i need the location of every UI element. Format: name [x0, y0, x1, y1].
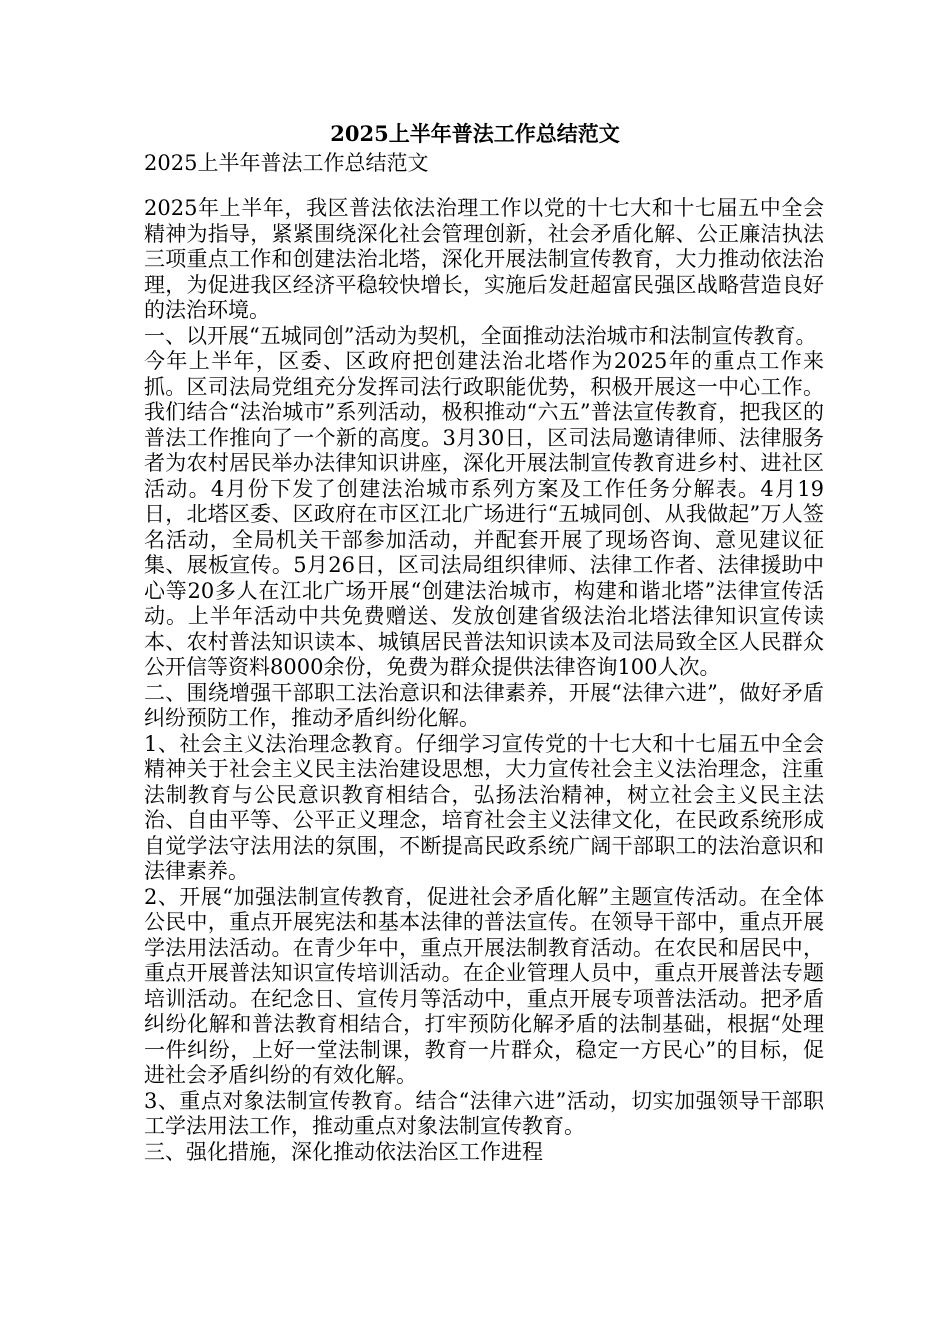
- document-subtitle: 2025上半年普法工作总结范文: [144, 151, 429, 175]
- section-heading-3: 三、强化措施，深化推动依法治区工作进程: [144, 1139, 543, 1164]
- section-heading-1: 一、以开展“五城同创”活动为契机，全面推动法治城市和法制宣传教育。: [144, 323, 817, 348]
- document-title: 2025上半年普法工作总结范文: [330, 121, 620, 146]
- intro-paragraph: 2025年上半年，我区普法依法治理工作以党的十七大和十七届五中全会精神为指导，紧紧围绕深化社会管理创新，社会矛盾化解、公正廉洁执法三项重点工作和创建法治北塔，深化开展法制宣传教育，大力推动依法治理，为促进我区经济平稳较快增长，实施后发赶超富民强区战略营造良好的法治环境。: [144, 196, 824, 322]
- section-1-paragraph: 今年上半年，区委、区政府把创建法治北塔作为2025年的重点工作来抓。区司法局党组充分发挥司法行政职能优势，积极开展这一中心工作。我们结合“法治城市”系列活动，极积推动“六五”普法宣传教育，把我区的普法工作推向了一个新的高度。3月30日，区司法局邀请律师、法律服务者为农村居民举办法律知识讲座，深化开展法制宣传教育进乡村、进社区活动。4月份下发了创建法治城市系列方案及工作任务分解表。4月19日，北塔区委、区政府在市区江北广场进行“五城同创、从我做起”万人签名活动，全局机关干部参加活动，并配套开展了现场咨询、意见建议征集、展板宣传。5月26日，区司法局组织律师、法律工作者、法律援助中心等20多人在江北广场开展“创建法治城市，构建和谐北塔”法律宣传活动。上半年活动中共免费赠送、发放创建省级法治北塔法律知识宣传读本、农村普法知识读本、城镇居民普法知识读本及司法局致全区人民群众公开信等资料8000余份，免费为群众提供法律咨询100人次。: [144, 349, 824, 679]
- section-2-item-3: 3、重点对象法制宣传教育。结合“法律六进”活动，切实加强领导干部职工学法用法工作，推动重点对象法制宣传教育。: [144, 1088, 824, 1138]
- document-body: [144, 196, 824, 1165]
- section-heading-2: 二、围绕增强干部职工法治意识和法律素养，开展“法律六进”，做好矛盾纠纷预防工作，推动矛盾纠纷化解。: [144, 680, 824, 730]
- section-2-item-1: 1、社会主义法治理念教育。仔细学习宣传党的十七大和十七届五中全会精神关于社会主义民主法治建设思想，大力宣传社会主义法治理念，注重法制教育与公民意识教育相结合，弘扬法治精神，树立社会主义民主法治、自由平等、公平正义理念，培育社会主义法律文化，在民政系统形成自觉学法守法用法的氛围，不断提高民政系统广阔干部职工的法治意识和法律素养。: [144, 731, 824, 883]
- section-2-item-2: 2、开展“加强法制宣传教育，促进社会矛盾化解”主题宣传活动。在全体公民中，重点开展宪法和基本法律的普法宣传。在领导干部中，重点开展学法用法活动。在青少年中，重点开展法制教育活动。在农民和居民中，重点开展普法知识宣传培训活动。在企业管理人员中，重点开展普法专题培训活动。在纪念日、宣传月等活动中，重点开展专项普法活动。把矛盾纠纷化解和普法教育相结合，打牢预防化解矛盾的法制基础，根据“处理一件纠纷，上好一堂法制课，教育一片群众，稳定一方民心”的目标，促进社会矛盾纠纷的有效化解。: [144, 884, 824, 1087]
